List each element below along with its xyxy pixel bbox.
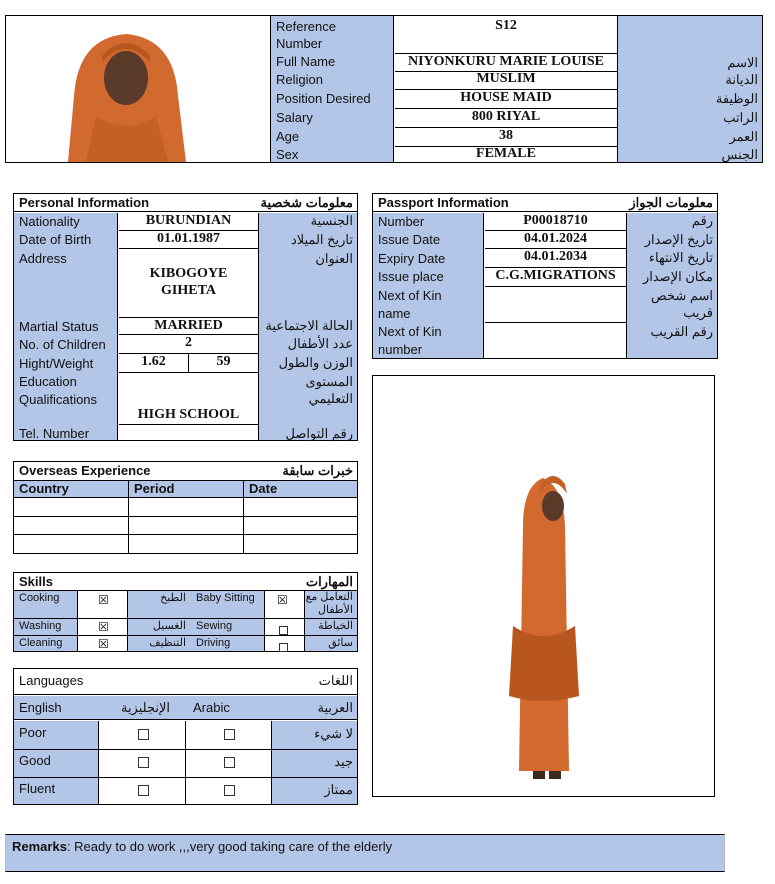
skill-driving-checkbox[interactable] bbox=[279, 640, 288, 655]
marital-label: Martial Status bbox=[19, 319, 99, 334]
kin-name-label2: name bbox=[378, 306, 411, 321]
skill-cooking-checkbox[interactable]: ☒ bbox=[98, 593, 109, 607]
lang-english: English bbox=[19, 700, 62, 715]
remarks-text: : Ready to do work ,,,very good taking care of the elderly bbox=[66, 839, 393, 854]
weight-value: 59 bbox=[189, 354, 258, 373]
lang-level-fluent: Fluent bbox=[19, 781, 56, 796]
address-line2: GIHETA bbox=[161, 283, 216, 298]
nationality-value: BURUNDIAN bbox=[119, 213, 258, 231]
pp-number-value: P00018710 bbox=[485, 213, 626, 231]
dob-label: Date of Birth bbox=[19, 232, 92, 247]
skill-cleaning-label: Cleaning bbox=[19, 637, 63, 649]
education-value: HIGH SCHOOL bbox=[119, 407, 258, 425]
skill-cooking-ar: الطبخ bbox=[160, 592, 186, 604]
marital-ar: الحالة الاجتماعية bbox=[265, 318, 353, 333]
skill-sewing-ar: الخياطة bbox=[318, 620, 353, 632]
tel-label: Tel. Number bbox=[19, 426, 90, 441]
skills-title: Skills bbox=[19, 574, 53, 589]
education-ar: المستوى التعليمي bbox=[305, 374, 353, 406]
hw-label: Hight/Weight bbox=[19, 356, 94, 371]
english-fluent-checkbox[interactable] bbox=[138, 784, 149, 799]
skill-washing-label: Washing bbox=[19, 620, 62, 632]
lang-level-poor: Poor bbox=[19, 725, 47, 740]
personal-title-ar: معلومات شخصية bbox=[260, 195, 353, 210]
languages-title-ar: اللغات bbox=[318, 673, 353, 688]
sex-value: FEMALE bbox=[476, 146, 536, 161]
overseas-col-country: Country bbox=[19, 481, 69, 496]
lang-level-good: Good bbox=[19, 753, 51, 768]
fullname-ar: الاسم bbox=[727, 55, 758, 70]
skill-cleaning-ar: التنظيف bbox=[149, 637, 186, 649]
lang-level-poor-ar: لا شيء bbox=[314, 726, 353, 741]
lang-level-fluent-ar: ممتاز bbox=[324, 782, 353, 797]
education-label1: Education bbox=[19, 374, 77, 389]
kin-number-label1: Next of Kin bbox=[378, 324, 442, 339]
kin-number-ar: رقم القريب bbox=[650, 324, 713, 339]
kin-name-label1: Next of Kin bbox=[378, 288, 442, 303]
address-line1: KIBOGOYE bbox=[149, 266, 228, 281]
dob-ar: تاريخ الميلاد bbox=[290, 232, 353, 247]
position-label: Position Desired bbox=[276, 91, 371, 106]
english-poor-checkbox[interactable] bbox=[138, 728, 149, 743]
languages-title: Languages bbox=[19, 673, 84, 688]
kin-number-label2: number bbox=[378, 342, 423, 357]
lang-arabic: Arabic bbox=[193, 700, 230, 715]
skill-babysitting-label: Baby Sitting bbox=[196, 592, 255, 604]
header-table bbox=[270, 15, 763, 163]
children-ar: عدد الأطفال bbox=[287, 336, 353, 351]
fullname-value: NIYONKURU MARIE LOUISE bbox=[395, 53, 617, 72]
age-value: 38 bbox=[395, 128, 617, 147]
skill-driving-ar: سائق bbox=[328, 637, 353, 649]
age-ar: العمر bbox=[729, 129, 758, 144]
fullbody-photo-frame bbox=[372, 375, 715, 797]
personal-table bbox=[13, 193, 358, 441]
marital-value: MARRIED bbox=[119, 317, 258, 335]
sex-label: Sex bbox=[276, 147, 299, 162]
overseas-title: Overseas Experience bbox=[19, 463, 151, 478]
languages-table bbox=[13, 668, 358, 805]
children-value: 2 bbox=[119, 335, 258, 354]
religion-ar: الديانة bbox=[725, 72, 758, 87]
skill-washing-ar: الغسيل bbox=[152, 620, 186, 632]
age-label: Age bbox=[276, 129, 300, 144]
pp-issue-ar: تاريخ الإصدار bbox=[644, 232, 713, 247]
passport-table bbox=[372, 193, 718, 359]
salary-ar: الراتب bbox=[723, 110, 758, 125]
kin-name-ar1: اسم شخص bbox=[651, 288, 713, 303]
religion-label: Religion bbox=[276, 72, 323, 87]
kin-name-ar2: قريب bbox=[683, 305, 713, 320]
ref-label: Reference Number bbox=[276, 19, 336, 51]
religion-value: MUSLIM bbox=[395, 71, 617, 90]
passport-title: Passport Information bbox=[378, 195, 509, 210]
pp-number-label: Number bbox=[378, 214, 425, 229]
skills-title-ar: المهارات bbox=[305, 574, 353, 589]
arabic-poor-checkbox[interactable] bbox=[224, 728, 235, 743]
lang-arabic-ar: العربية bbox=[317, 700, 353, 715]
remarks-label: Remarks bbox=[12, 839, 67, 854]
english-good-checkbox[interactable] bbox=[138, 756, 149, 771]
skills-table bbox=[13, 572, 358, 652]
hw-ar: الوزن والطول bbox=[278, 355, 353, 370]
fullbody-photo bbox=[373, 376, 714, 796]
pp-issue-label: Issue Date bbox=[378, 232, 441, 247]
skill-cooking-label: Cooking bbox=[19, 592, 60, 604]
skill-washing-checkbox[interactable]: ☒ bbox=[98, 620, 109, 634]
overseas-col-date: Date bbox=[249, 481, 278, 496]
children-label: No. of Children bbox=[19, 337, 106, 352]
salary-value: 800 RIYAL bbox=[395, 109, 617, 128]
pp-expiry-label: Expiry Date bbox=[378, 251, 446, 266]
lang-english-ar: الإنجليزية bbox=[120, 700, 170, 715]
skill-babysitting-ar: التعامل مع الأطفال bbox=[305, 591, 353, 616]
skill-driving-label: Driving bbox=[196, 637, 231, 649]
portrait-frame bbox=[5, 15, 271, 163]
lang-level-good-ar: جيد bbox=[334, 754, 353, 769]
overseas-col-period: Period bbox=[134, 481, 175, 496]
pp-place-label: Issue place bbox=[378, 269, 444, 284]
overseas-table bbox=[13, 461, 358, 554]
ref-value: S12 bbox=[495, 18, 517, 33]
sex-ar: الجنس bbox=[721, 147, 758, 162]
personal-title: Personal Information bbox=[19, 195, 150, 210]
dob-value: 01.01.1987 bbox=[119, 231, 258, 249]
position-ar: الوظيفة bbox=[715, 91, 758, 106]
skill-sewing-label: Sewing bbox=[196, 620, 233, 632]
pp-expiry-ar: تاريخ الانتهاء bbox=[648, 250, 713, 265]
pp-issue-value: 04.01.2024 bbox=[485, 231, 626, 249]
position-value: HOUSE MAID bbox=[395, 90, 617, 109]
pp-place-value: C.G.MIGRATIONS bbox=[485, 268, 626, 287]
portrait-photo bbox=[6, 16, 270, 162]
arabic-fluent-checkbox[interactable] bbox=[224, 784, 235, 799]
education-label2: Qualifications bbox=[19, 392, 98, 407]
height-value: 1.62 bbox=[119, 354, 189, 373]
nationality-ar: الجنسية bbox=[310, 213, 353, 228]
skill-cleaning-checkbox[interactable]: ☒ bbox=[98, 637, 109, 651]
pp-expiry-value: 04.01.2034 bbox=[485, 249, 626, 268]
skill-babysitting-checkbox[interactable]: ☒ bbox=[277, 593, 288, 607]
address-ar: العنوان bbox=[315, 251, 353, 266]
remarks-box bbox=[5, 834, 725, 872]
fullname-label: Full Name bbox=[276, 54, 336, 69]
passport-title-ar: معلومات الجواز bbox=[629, 195, 713, 210]
overseas-title-ar: خبرات سابقة bbox=[282, 463, 353, 478]
nationality-label: Nationality bbox=[19, 214, 80, 229]
salary-label: Salary bbox=[276, 110, 313, 125]
address-label: Address bbox=[19, 251, 67, 266]
arabic-good-checkbox[interactable] bbox=[224, 756, 235, 771]
tel-ar: رقم التواصل bbox=[285, 426, 353, 441]
pp-number-ar: رقم bbox=[691, 213, 713, 228]
skill-sewing-checkbox[interactable] bbox=[279, 623, 288, 638]
pp-place-ar: مكان الإصدار bbox=[642, 269, 713, 284]
